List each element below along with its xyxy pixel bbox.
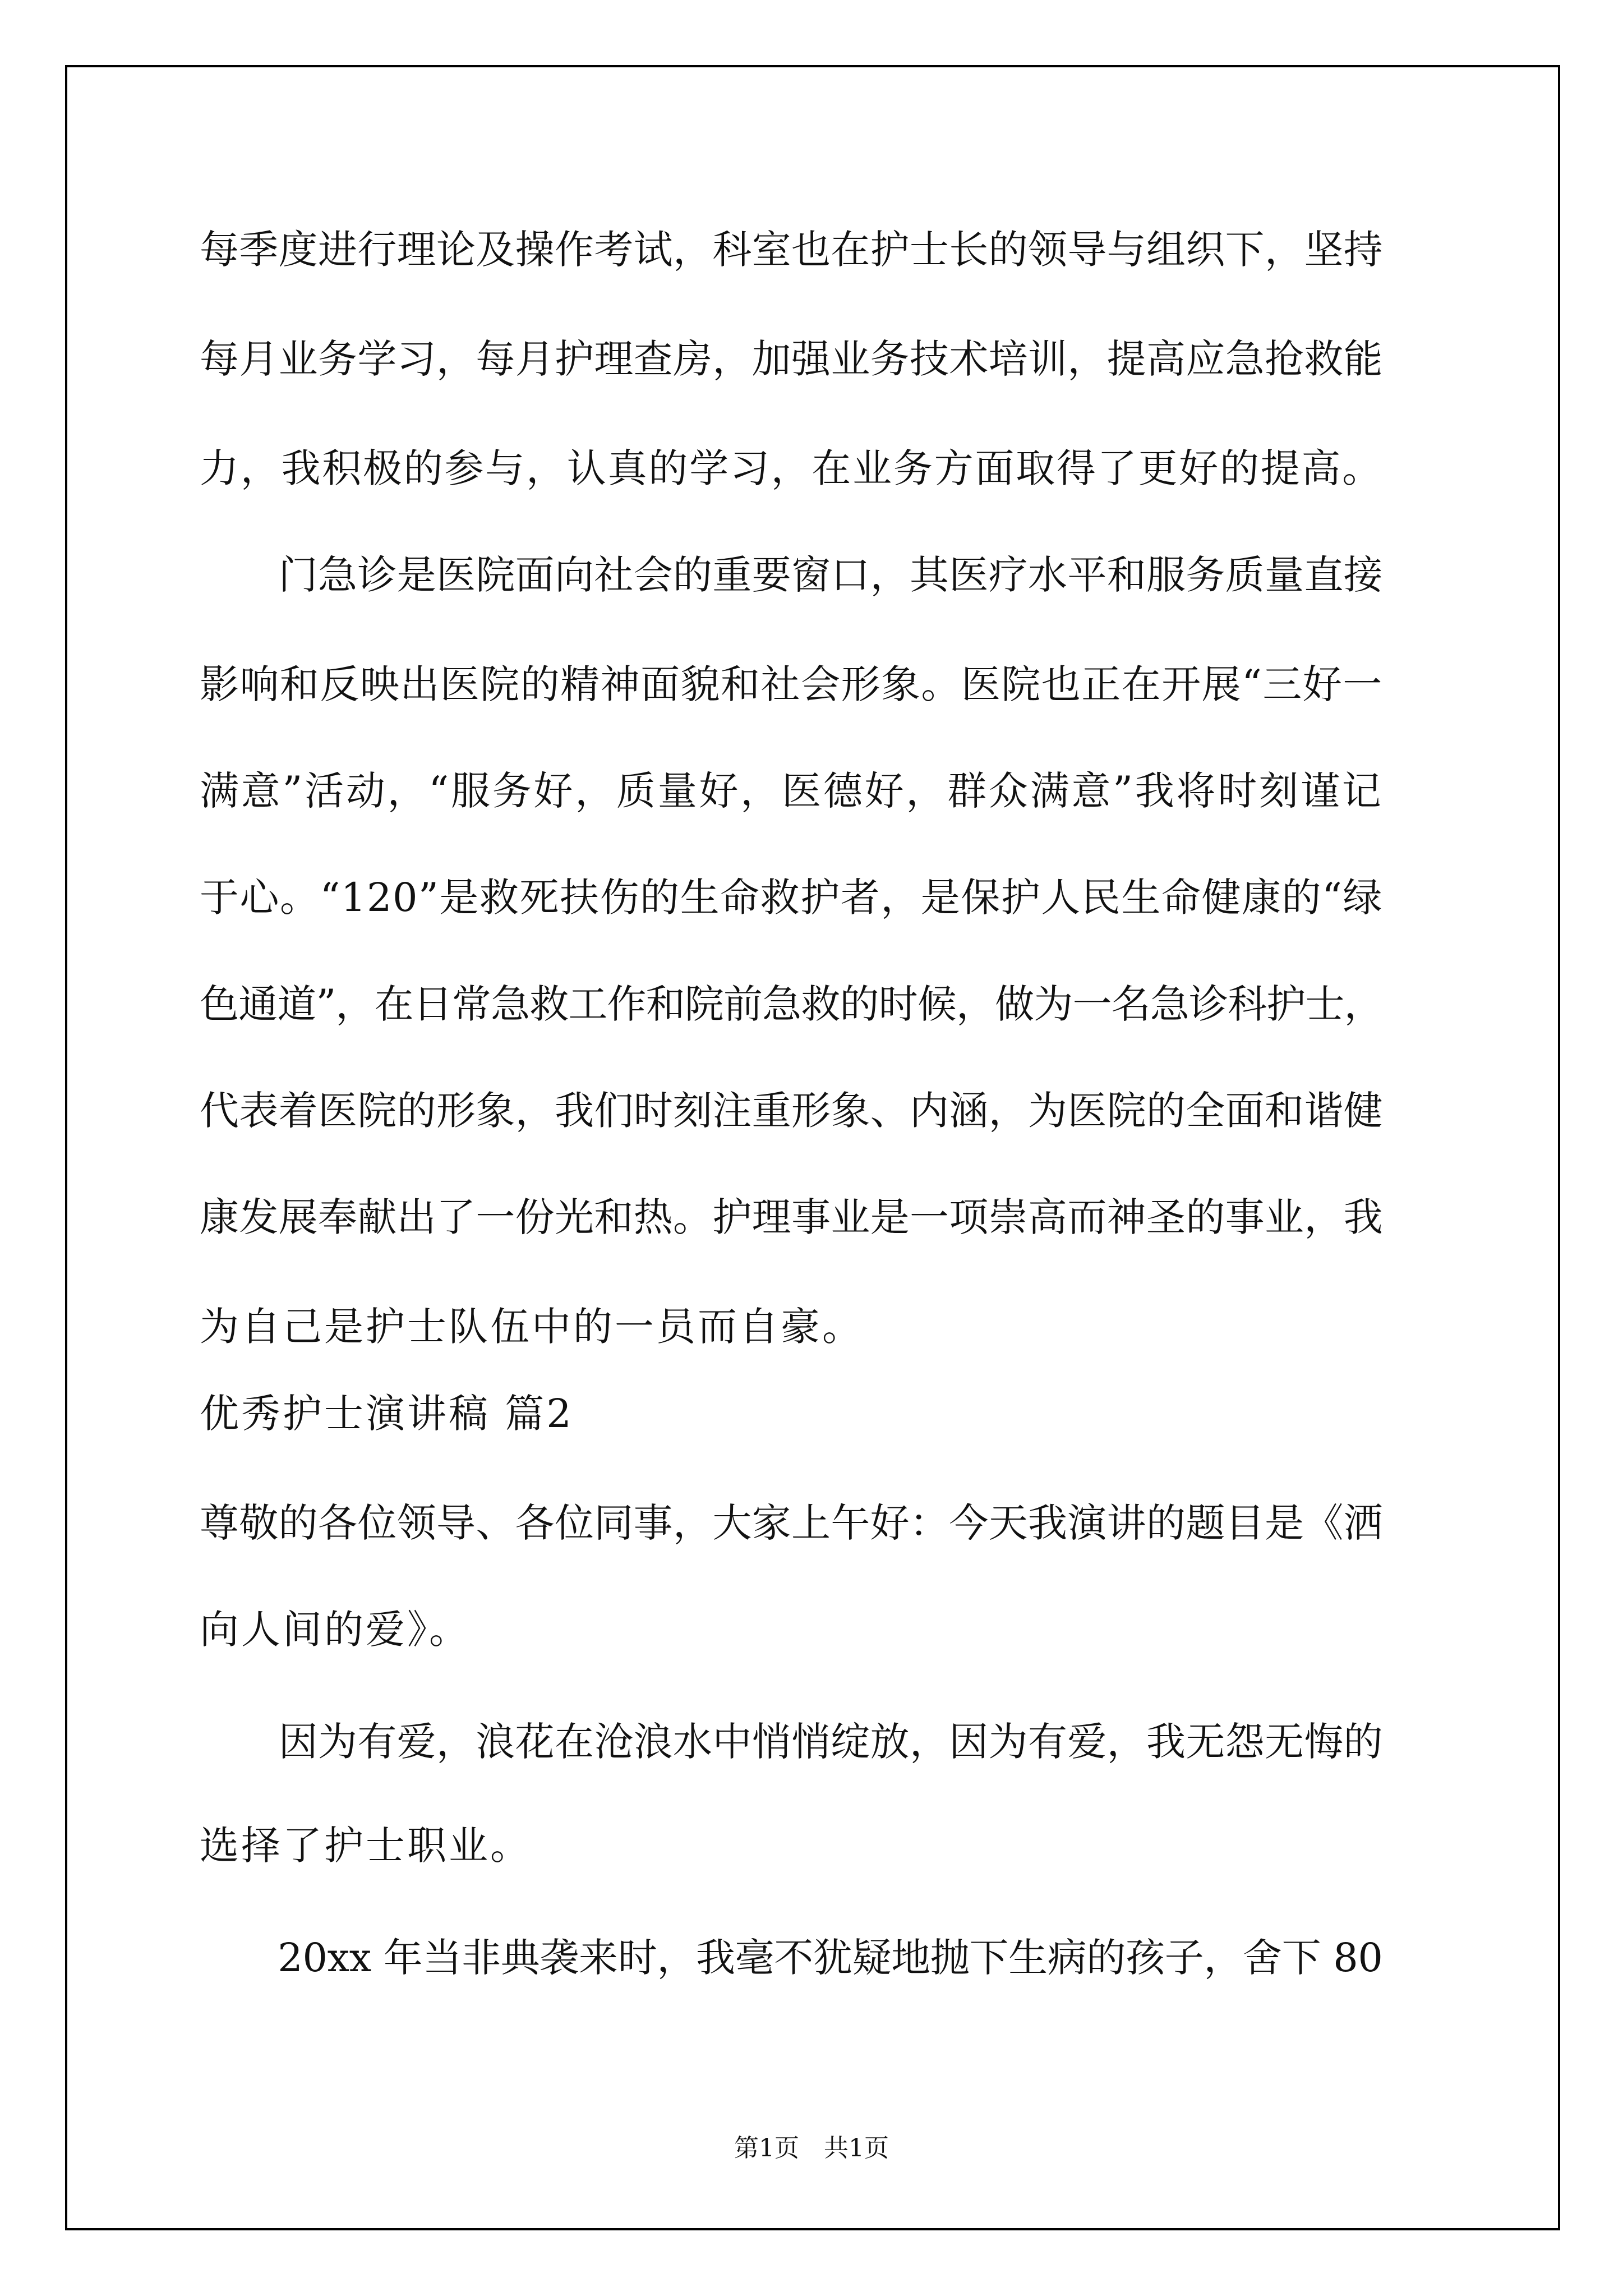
page-footer: 第1页 共1页 bbox=[734, 2134, 889, 2162]
body-text-line: 每月业务学习，每月护理查房，加强业务技术培训，提高应急抢救能 bbox=[200, 336, 1383, 382]
body-text-line: 门急诊是医院面向社会的重要窗口，其医疗水平和服务质量直接 bbox=[200, 552, 1383, 598]
page-border bbox=[65, 65, 1560, 2230]
body-text-line: 尊敬的各位领导、各位同事，大家上午好：今天我演讲的题目是《洒 bbox=[200, 1500, 1383, 1546]
body-text-line: 满意”活动，“服务好，质量好，医德好，群众满意”我将时刻谨记 bbox=[200, 768, 1384, 814]
body-text-line: 因为有爱，浪花在沧浪水中悄悄绽放，因为有爱，我无怨无悔的 bbox=[200, 1719, 1383, 1765]
body-text-line: 选择了护士职业。 bbox=[200, 1823, 532, 1869]
body-text-line: 每季度进行理论及操作考试，科室也在护士长的领导与组织下，坚持 bbox=[200, 227, 1383, 273]
body-text-line: 影响和反映出医院的精神面貌和社会形象。医院也正在开展“三好一 bbox=[200, 661, 1383, 707]
section-heading: 优秀护士演讲稿 篇2 bbox=[200, 1391, 574, 1437]
body-text-line: 康发展奉献出了一份光和热。护理事业是一项崇高而神圣的事业，我 bbox=[200, 1194, 1383, 1240]
body-text-line: 向人间的爱》。 bbox=[200, 1607, 471, 1653]
body-text-line: 色通道”，在日常急救工作和院前急救的时候，做为一名急诊科护士， bbox=[200, 981, 1383, 1027]
body-text-line: 20xx 年当非典袭来时，我毫不犹疑地抛下生病的孩子，舍下 80 bbox=[200, 1935, 1383, 1981]
body-text-line: 代表着医院的形象，我们时刻注重形象、内涵，为医院的全面和谐健 bbox=[200, 1088, 1383, 1134]
body-text-line: 于心。“120”是救死扶伤的生命救护者，是保护人民生命健康的“绿 bbox=[200, 875, 1383, 921]
body-text-line: 为自己是护士队伍中的一员而自豪。 bbox=[200, 1304, 864, 1350]
body-text-line: 力，我积极的参与，认真的学习，在业务方面取得了更好的提高。 bbox=[200, 445, 1383, 491]
